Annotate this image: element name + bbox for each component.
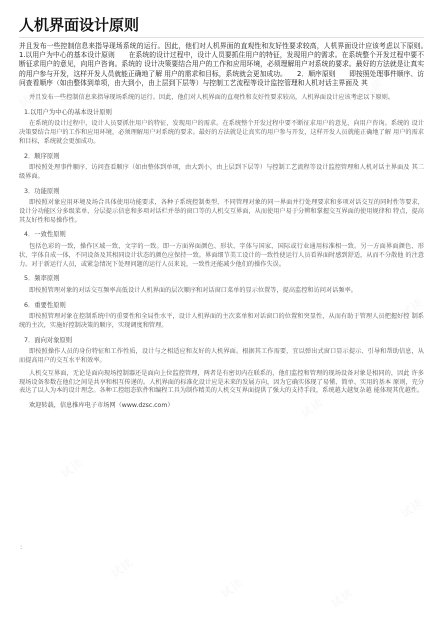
section-body: 即按照处理事件顺序、访问查看顺序（如由整体到单项，由大到小，由上层到下层等）与控制工艺流程等设计监控管理和人机对话主界面及 其二级界面。: [19, 164, 424, 180]
intro-paragraph: 并且发布一些控制信息来指导现场系统的运行。因此，他们对人机界面的直观性和友好性要求较高，人机界面设计应该考虑以下原则。: [29, 94, 395, 102]
watermark: 试读: [58, 456, 86, 481]
watermark: 试读: [298, 396, 326, 421]
section-heading: 4．一致性原则: [24, 231, 66, 239]
section-body: 即按照管理对象在控制系统中的重要性和全局性水平，设计人机界面的主次菜单和对话窗口的位置和突显性，从而有助于管理人员把握好控 制系统的主次，实施好控制决策的顺序，实现调度和管理。: [19, 313, 424, 330]
watermark: 试读: [328, 586, 356, 611]
margin-mark: :: [20, 543, 23, 551]
watermark: 试读: [218, 576, 246, 601]
section-heading: 1.以用户为中心的基本设计原则: [24, 108, 112, 116]
watermark: 试读: [16, 86, 44, 111]
closing-paragraph: 人机交互界面，无论是面向现场控制器还是面向上位监控管理，两者是有密切内在联系的，他们监控和管理的现场设备对象是相同的，因此 许多现场设备参数在他们之间是共享和相互传递的。人机界面的标准化设计应是未来的发展方向，因为它确实体现了易懂、简单、实用的基本 原则，充分表达了以人为本的设计理念。各种工控组态软件和编程工具为制作精美的人机交互界面提供了强大的支持手段，系统越大越复杂越 能体现其优越性。: [19, 369, 424, 395]
lead-paragraph: 并且发布一些控制信息来指导现场系统的运行。因此，他们对人机界面的直观性和友好性要求较高，人机界面设计应该考虑以下原则。 1.以用户为中心的基本设计原则 在系统的设计过程中，设计人员要抓住用户的特征，发现用户的需求。在系统整个开发过程中要不断征求用户的意见，向用户咨询。系统的 设计决策要结合用户的工作和应用环境，必须理解用户对系统的要求。最好的方法就是让真实的用户参与开发，这样开发人员就能正确地了解 用户的需求和目标，系统就会更加成功。 2．顺序原则 即按照处理事件顺序、访问查看顺序（如由整体到单项，由大到小，由上层到下层等）与控制工艺流程等设计监控管理和人机对话主界面及 其: [19, 42, 438, 87]
section-heading: 2．顺序原则: [24, 152, 60, 160]
watermark: 试读: [358, 76, 386, 101]
watermark: 试读: [398, 496, 426, 521]
document-body: [19, 42, 438, 415]
section-heading: 5．频率原则: [24, 275, 60, 283]
section-heading: 7．面向对象原则: [24, 336, 73, 344]
watermark: 试读: [398, 296, 426, 321]
section-heading: 3．功能原则: [24, 187, 60, 195]
section-heading: 6．重要性原则: [24, 301, 66, 309]
title-divider: [19, 37, 424, 38]
watermark: 试读: [288, 196, 316, 221]
section-body: 即按照对象应用环境及场合具体使用功能要求，各种子系统控制类型、不同管理对象的同一界面并行处理要求和多项对话交互的同时性等要求，设计分功能区分多级菜单、分层提示信息和多项对话栏并举的窗口等的人机交互界面，从而使用户易于分辨和掌握交互界面的使用规律和 特点，提高其友好性和易操作性。: [19, 199, 424, 224]
section-body: 包括色彩的一致，操作区域一致，文字的一致。即一方面界面颜色、形状、字体与国家、国际或行业通用标准相一致。另一方面界面颜色、形状、字体自成一体，不同设备及其相同设计状态的颜色应保持一致。界面细节美工设计的一致性使运行人员看界面时感到舒适，从而不分散他 的注意力。对于新运行人员，或紧急情况下处理问题的运行人员来说，一致性还能减少他们的操作失误。: [19, 243, 424, 268]
page-title: 人机界面设计原则: [19, 16, 140, 34]
section-body: 即按照管理对象的对话交互频率高低设计人机界面的层次顺序和对话窗口菜单的显示位置等，提高监控和访问对话频率。: [29, 286, 357, 294]
section-body: 在系统的设计过程中，设计人员要抓住用户的特征，发现用户的需求。在系统整个开发过程中要不断征求用户的意见，向用户咨询。系统的 设计决策要结合用户的工作和应用环境，必须理解用户对系统的要求。最好的方法就是让真实的用户参与开发，这样开发人员就能正确地了解 用户的需求和目标，系统就会更加成功。: [19, 120, 424, 145]
footer-note: 欢迎转载，信息推库电子市场网（www.dzsc.com）: [29, 402, 174, 409]
watermark: 试读: [108, 556, 136, 581]
section-body: 即按照操作人员的身份特征和工作性质，设计与之相适应和友好的人机界面。根据其工作需要，宜以弹出式窗口显示提示、引导和帮助信息，从而提高用户的交互水平和效率。: [19, 348, 424, 365]
